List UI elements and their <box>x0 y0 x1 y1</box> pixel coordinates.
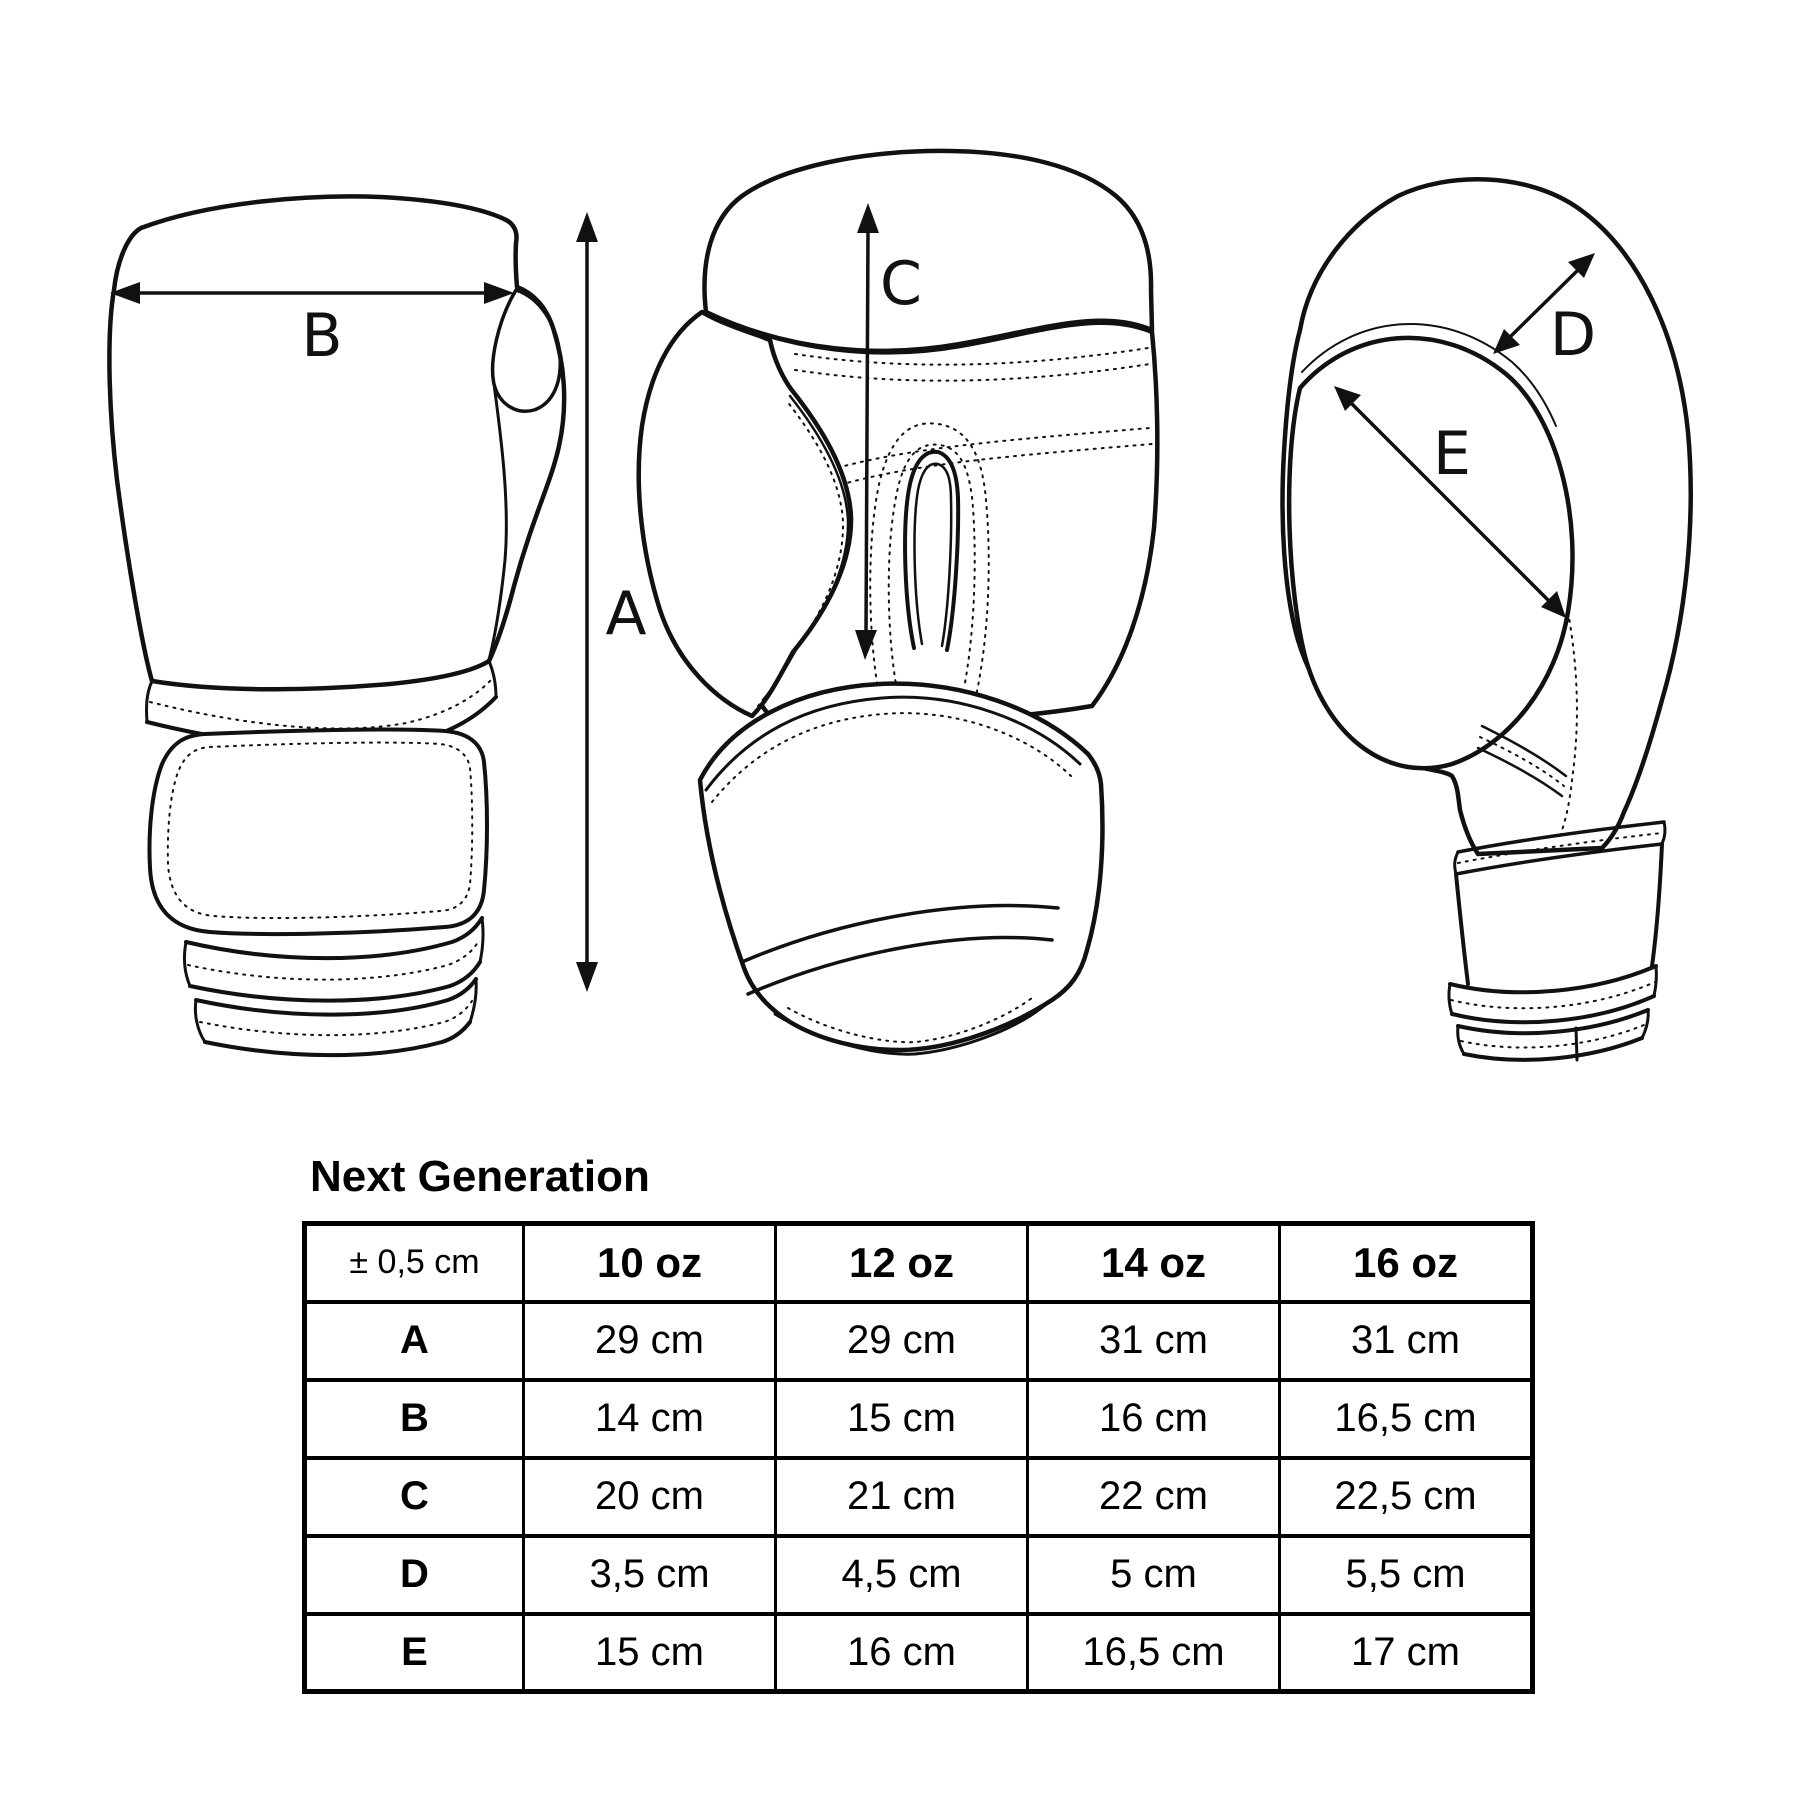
table-header-row <box>305 1224 1533 1302</box>
cell-value: 21 cm <box>776 1458 1028 1536</box>
cell-value: 31 cm <box>1280 1302 1533 1380</box>
table-row-e <box>305 1614 1533 1692</box>
glove-side-view <box>1283 179 1691 1060</box>
column-header-10oz: 10 oz <box>524 1224 776 1302</box>
cell-value: 16 cm <box>776 1614 1028 1692</box>
table-row-b <box>305 1380 1533 1458</box>
dimension-arrow-a <box>576 212 598 992</box>
cell-value: 29 cm <box>524 1302 776 1380</box>
dim-label-c: C <box>880 249 922 319</box>
dim-label-e: E <box>1433 419 1471 489</box>
cell-value: 4,5 cm <box>776 1536 1028 1614</box>
chart-title: Next Generation <box>310 1152 650 1201</box>
table-row-d <box>305 1536 1533 1614</box>
cell-value: 22,5 cm <box>1280 1458 1533 1536</box>
column-header-12oz: 12 oz <box>776 1224 1028 1302</box>
cell-value: 5,5 cm <box>1280 1536 1533 1614</box>
size-table <box>302 1221 1535 1694</box>
cell-value: 14 cm <box>524 1380 776 1458</box>
row-label: D <box>305 1536 524 1614</box>
cell-value: 15 cm <box>776 1380 1028 1458</box>
row-label: B <box>305 1380 524 1458</box>
cell-value: 15 cm <box>524 1614 776 1692</box>
dim-label-a: A <box>605 579 647 649</box>
cell-value: 16,5 cm <box>1280 1380 1533 1458</box>
cell-value: 31 cm <box>1028 1302 1280 1380</box>
tolerance-cell: ± 0,5 cm <box>305 1224 524 1302</box>
cell-value: 22 cm <box>1028 1458 1280 1536</box>
cell-value: 5 cm <box>1028 1536 1280 1614</box>
table-row-a <box>305 1302 1533 1380</box>
row-label: E <box>305 1614 524 1692</box>
table-row-c <box>305 1458 1533 1536</box>
cell-value: 17 cm <box>1280 1614 1533 1692</box>
dim-label-b: B <box>301 301 343 371</box>
column-header-14oz: 14 oz <box>1028 1224 1280 1302</box>
cell-value: 16 cm <box>1028 1380 1280 1458</box>
cell-value: 16,5 cm <box>1028 1614 1280 1692</box>
cell-value: 29 cm <box>776 1302 1028 1380</box>
row-label: A <box>305 1302 524 1380</box>
cell-value: 3,5 cm <box>524 1536 776 1614</box>
cell-value: 20 cm <box>524 1458 776 1536</box>
column-header-16oz: 16 oz <box>1280 1224 1533 1302</box>
row-label: C <box>305 1458 524 1536</box>
dim-label-d: D <box>1549 300 1597 370</box>
